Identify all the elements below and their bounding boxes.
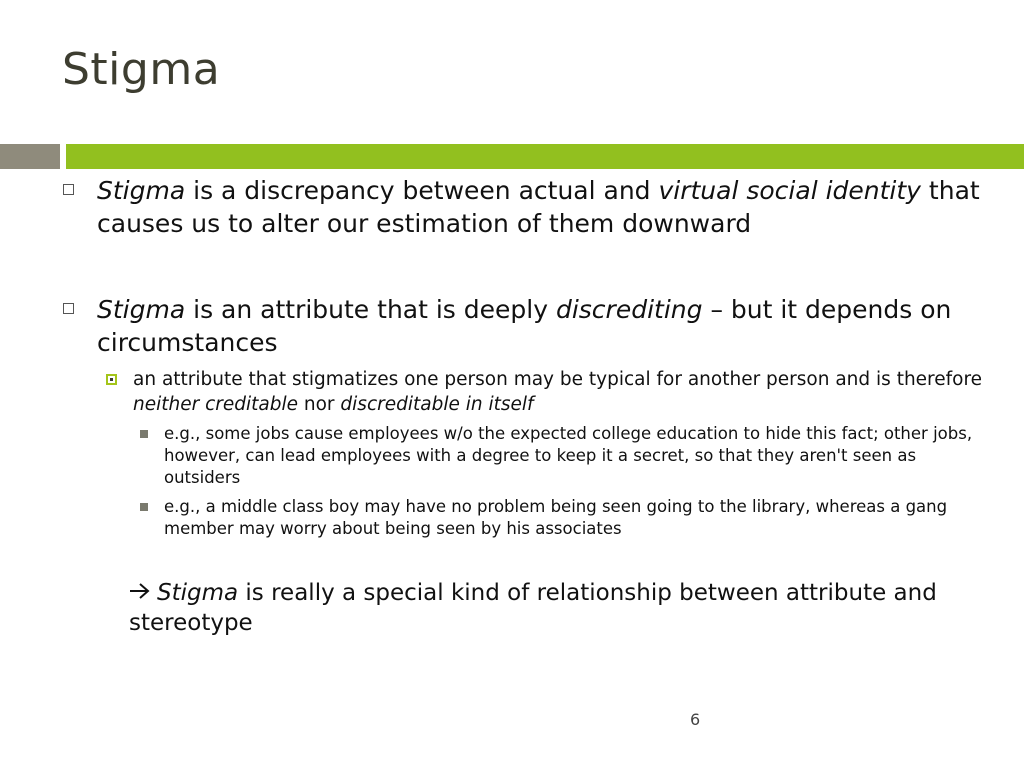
example-text: e.g., a middle class boy may have no problem being seen going to the library, whereas a gang member may worry about being seen by his associates [164, 497, 948, 538]
bullet-1-text-a: is a discrepancy between actual and [185, 176, 659, 205]
conclusion [129, 578, 989, 638]
right-arrow-icon [129, 578, 151, 608]
bullet-2 [97, 293, 997, 359]
hollow-square-bullet-icon [63, 303, 74, 314]
bullet-2-emphasis: discrediting [555, 295, 703, 324]
sub-bullet-emphasis-a: neither creditable [133, 394, 298, 415]
green-square-bullet-icon [106, 374, 117, 385]
sub-bullet-text-b: nor [298, 394, 341, 415]
sub-bullet [133, 367, 983, 417]
page-number: 6 [690, 710, 701, 729]
bullet-1-text-b: that causes us to alter our estimation of them downward [97, 176, 980, 238]
filled-square-bullet-icon [140, 430, 148, 438]
bullet-2-text-b: – but it depends on circumstances [97, 295, 952, 357]
bullet-2-term: Stigma [97, 295, 186, 324]
header-bar-left [0, 144, 60, 169]
header-bar-right [66, 144, 1024, 169]
bullet-1-emphasis: virtual social identity [658, 176, 921, 205]
conclusion-term: Stigma [157, 580, 239, 606]
bullet-1 [97, 174, 997, 240]
filled-square-bullet-icon [140, 503, 148, 511]
example-item [164, 496, 984, 540]
hollow-square-bullet-icon [63, 184, 74, 195]
sub-bullet-emphasis-b: discreditable in itself [340, 394, 534, 415]
example-text: e.g., some jobs cause employees w/o the expected college education to hide this fact; other jobs, however, can lead employees with a degree to keep it a secret, so that they aren't seen as outsiders [164, 424, 973, 487]
conclusion-text: is really a special kind of relationship between attribute and stereotype [129, 580, 937, 636]
sub-bullet-text-a: an attribute that stigmatizes one person may be typical for another person and is therefore [133, 369, 983, 390]
slide-title: Stigma [62, 44, 221, 95]
example-item [164, 423, 984, 489]
bullet-2-text-a: is an attribute that is deeply [185, 295, 556, 324]
bullet-1-term: Stigma [97, 176, 186, 205]
